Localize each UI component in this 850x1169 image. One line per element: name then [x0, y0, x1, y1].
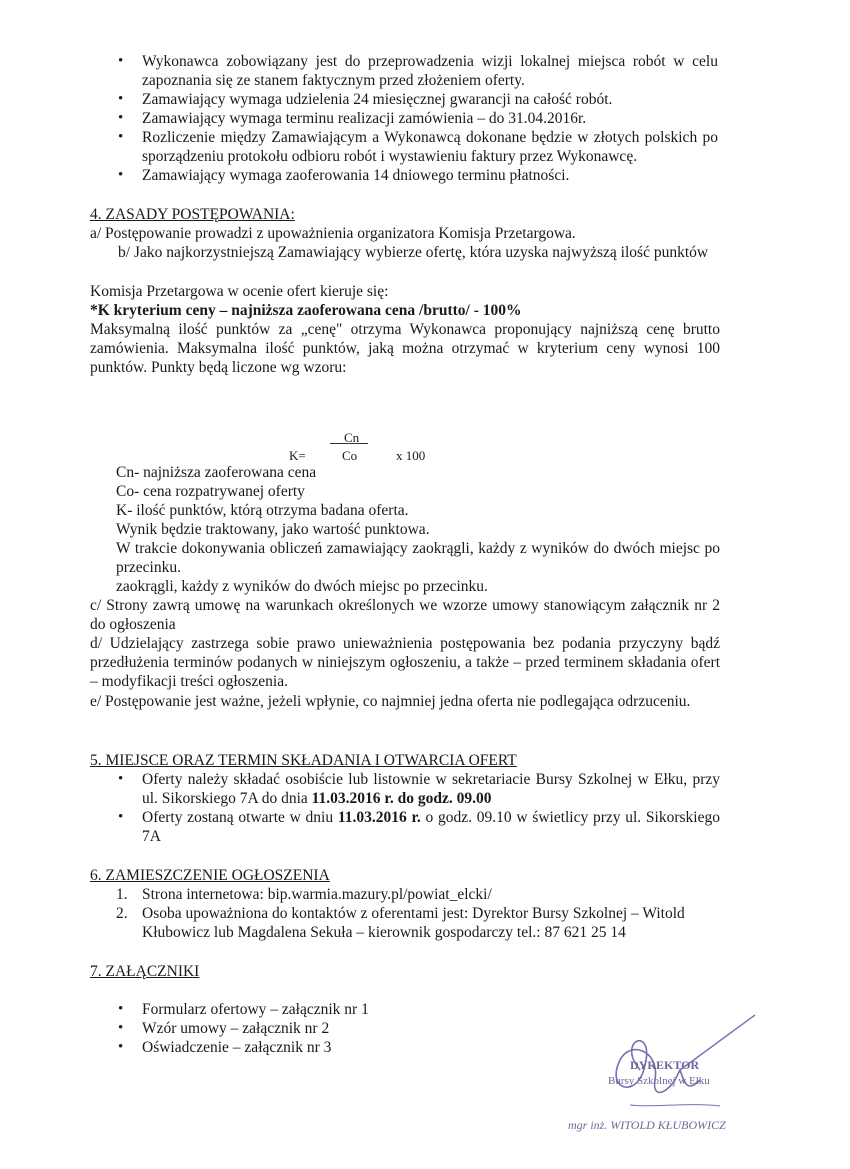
list-item: • Zamawiający wymaga zaoferowania 14 dniowego terminu płatności. — [142, 166, 718, 185]
definition-k: K- ilość punktów, którą otrzyma badana oferta. — [116, 502, 409, 519]
list-item: • Wzór umowy – załącznik nr 2 — [142, 1019, 542, 1038]
rounding-note-repeat: zaokrągli, każdy z wyników do dwóch miejsc po przecinku. — [116, 578, 488, 595]
contact-text: Osoba upoważniona do kontaktów z oferentami jest: Dyrektor Bursy Szkolnej – Witold Kłubowicz lub Magdalena Sekuła – kierownik gospodarczy tel.: 87 621 25 14 — [142, 905, 685, 941]
list-item — [116, 885, 732, 904]
text: Oferty zostaną otwarte w dniu — [142, 809, 338, 826]
section-4-komisja: Komisja Przetargowa w ocenie ofert kieruje się: — [90, 283, 389, 300]
fraction-line — [330, 443, 368, 444]
list-item: • Formularz ofertowy – załącznik nr 1 — [142, 1000, 542, 1019]
rounding-note: W trakcie dokonywania obliczeń zamawiający zaokrągli, każdy z wyników do dwóch miejsc po przecinku. — [116, 540, 720, 576]
stamp-name: mgr inż. WITOLD KŁUBOWICZ — [568, 1118, 726, 1132]
list-item: • Zamawiający wymaga terminu realizacji zamówienia – do 31.04.2016r. — [142, 109, 718, 128]
section-4-heading: 4. ZASADY POSTĘPOWANIA: — [90, 206, 295, 223]
section-5-heading: 5. MIEJSCE ORAZ TERMIN SKŁADANIA I OTWARCIA OFERT — [90, 752, 517, 769]
section-4-kryterium: *K kryterium ceny – najniższa zaoferowana cena /brutto/ - 100% — [90, 302, 522, 319]
list-number: 1. — [116, 886, 128, 903]
definition-co: Co- cena rozpatrywanej oferty — [116, 483, 305, 500]
section-4-a: a/ Postępowanie prowadzi z upoważnienia organizatora Komisja Przetargowa. — [90, 225, 576, 242]
list-item: • Zamawiający wymaga udzielenia 24 miesięcznej gwarancji na całość robót. — [142, 90, 718, 109]
website-text: Strona internetowa: bip.warmia.mazury.pl/powiat_elcki/ — [142, 886, 492, 903]
text: o godz. 09.10 w świetlicy przy ul. Sikorskiego 7A — [142, 809, 720, 845]
section-7-list — [142, 1000, 542, 1057]
top-bullets — [142, 52, 718, 185]
list-item: • Oświadczenie – załącznik nr 3 — [142, 1038, 542, 1057]
section-4-e: e/ Postępowanie jest ważne, jeżeli wpłynie, co najmniej jedna oferta nie podlegająca odrzuceniu. — [90, 693, 691, 710]
section-6-heading: 6. ZAMIESZCZENIE OGŁOSZENIA — [90, 867, 330, 884]
section-4-b: b/ Jako najkorzystniejszą Zamawiający wybierze ofertę, która uzyska najwyższą ilość punktów — [118, 244, 709, 261]
definition-cn: Cn- najniższa zaoferowana cena — [116, 464, 317, 481]
section-5-bullets — [142, 770, 720, 846]
formula-numerator: Cn — [344, 430, 360, 445]
formula-multiplier: x 100 — [396, 448, 426, 463]
list-item: • Wykonawca zobowiązany jest do przeprowadzenia wizji lokalnej miejsca robót w celu zapoznania się ze stanem faktycznym przed złożeniem oferty. — [142, 52, 718, 90]
formula-k: K= — [289, 448, 306, 463]
list-item — [142, 770, 720, 808]
section-7-heading: 7. ZAŁĄCZNIKI — [90, 963, 200, 980]
formula-definitions — [116, 463, 716, 539]
section-4-d: d/ Udzielający zastrzega sobie prawo unieważnienia postępowania bez podania przyczyny bądź przedłużenia terminów podanych w niniejszym ogłoszeniu, a także – przed terminem składania ofert – modyfikacji treści ogłoszenia. — [90, 635, 720, 690]
opening-date: 11.03.2016 r. — [337, 809, 421, 826]
definition-wynik: Wynik będzie traktowany, jako wartość punktowa. — [116, 521, 430, 538]
list-item — [116, 904, 732, 942]
stamp-title: DYREKTOR — [630, 1058, 700, 1072]
section-4-c: c/ Strony zawrą umowę na warunkach określonych we wzorze umowy stanowiącym załącznik nr 2 do ogłoszenia — [90, 597, 720, 633]
list-number: 2. — [116, 905, 128, 922]
stamp-org: Bursy Szkolnej w Ełku — [608, 1075, 710, 1087]
formula-denominator: Co — [342, 448, 358, 463]
section-6-list — [116, 885, 732, 942]
list-item — [142, 808, 720, 846]
deadline-date: 11.03.2016 r. do godz. 09.00 — [311, 790, 492, 807]
section-4-maks: Maksymalną ilość punktów za „cenę" otrzyma Wykonawca proponujący najniższą cenę brutto zamówienia. Maksymalna ilość punktów, jaką można otrzymać w kryterium ceny wynosi 100 punktów. Punkty będą liczone wg wzoru: — [90, 321, 720, 376]
text: Oferty należy składać osobiście lub listownie w sekretariacie Bursy Szkolnej w Ełku, przy ul. Sikorskiego 7A do dnia — [142, 771, 720, 807]
list-item: • Rozliczenie między Zamawiającym a Wykonawcą dokonane będzie w złotych polskich po sporządzeniu protokołu odbioru robót i wystawieniu faktury przez Wykonawcę. — [142, 128, 718, 166]
signature-stamp — [560, 1010, 780, 1140]
